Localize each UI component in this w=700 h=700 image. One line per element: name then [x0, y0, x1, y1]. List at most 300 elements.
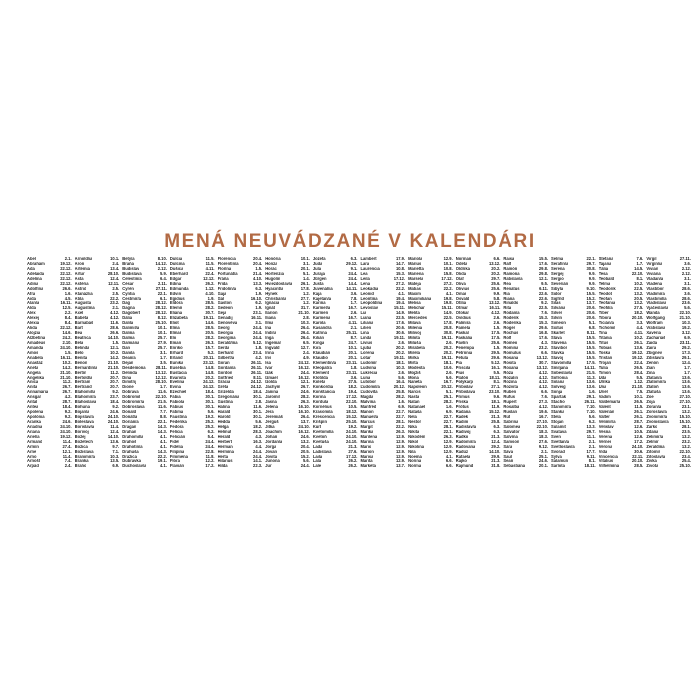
entry-name: Adina [27, 281, 39, 286]
entry-name: Tiber [598, 311, 609, 316]
entry-name: Luna [360, 375, 371, 380]
entry-name: Polykarp [455, 380, 474, 385]
entry-date: 23.4. [253, 349, 263, 355]
entry-date: 23.1. [681, 404, 691, 410]
entry-date: 22.1. [586, 256, 596, 261]
entry-date: 6.2. [255, 300, 263, 306]
entry-name: Konštancia [312, 390, 335, 395]
entry-date: 10.2. [62, 359, 72, 365]
entry-date: 12.1. [538, 275, 548, 281]
entry-name: Radislav/a [455, 424, 477, 429]
entry-date: 19.12. [631, 349, 644, 355]
entry-name: Nikol [408, 439, 419, 444]
entry-name: Grizelda [217, 390, 234, 395]
entry-name: Delinda [122, 370, 138, 375]
entry-name: Klotilda [312, 375, 328, 380]
entry-date: 29.8. [538, 270, 548, 276]
entry-date: 13.2. [681, 409, 691, 415]
entry-name: Radim [455, 419, 469, 424]
entry-name: Harold [217, 415, 231, 419]
entry-name: Danila [122, 350, 135, 355]
entry-date: 22.2. [443, 285, 453, 291]
entry-name: Pia [455, 360, 462, 365]
entry-name: Marcus [360, 419, 375, 424]
entry-name: Bojislav/a [74, 415, 94, 419]
entry-name: Verner [598, 439, 612, 444]
entry-date: 1.5. [493, 325, 501, 331]
entry-name: Zlatoň [646, 385, 659, 390]
entry-date: 5.6. [445, 374, 453, 380]
entry-name: Virgil [646, 257, 657, 261]
entry-name: Lilien [360, 326, 372, 331]
entry-date: 28.5. [205, 325, 215, 331]
entry-date: 5.12. [491, 359, 501, 365]
entry-name: Mercedes [408, 316, 428, 321]
entry-date: 17.5. [586, 359, 596, 365]
entry-date: 4.11. [634, 330, 644, 336]
entry-name: Šalamún [551, 459, 569, 464]
entry-date: 4.12. [110, 310, 120, 316]
entry-name: Herman [217, 444, 233, 449]
entry-name: Fábius [169, 405, 184, 410]
entry-name: Dulcia [169, 257, 183, 261]
entry-name: Artémia [74, 266, 90, 271]
entry-date: 8.11. [253, 374, 263, 380]
entry-name: Bertrand [74, 385, 92, 390]
entry-date: 21.5. [586, 369, 596, 375]
entry-name: Ladislava [312, 449, 332, 454]
entry-date: 1.6. [588, 389, 596, 395]
entry-name: Wolfram [646, 321, 663, 326]
entry-date: 13.7. [395, 463, 406, 469]
entry-date: 4.1. [160, 438, 167, 444]
entry-name: Dione [122, 385, 134, 390]
name-entry [313, 464, 358, 469]
entry-name: Drahoš [122, 439, 137, 444]
entry-date: 3.1. [160, 349, 167, 355]
name-column [265, 257, 310, 470]
entry-name: Velimír/a [598, 419, 616, 424]
entry-name: Zoe [646, 395, 654, 400]
entry-date: 15.5. [586, 335, 596, 340]
entry-name: Gaston [217, 301, 232, 306]
entry-date: 9.1. [350, 265, 358, 271]
entry-name: Otokar [455, 311, 469, 316]
entry-name: Rolf [503, 336, 512, 340]
entry-date: 1.8. [255, 344, 263, 350]
entry-name: Hugolín [265, 276, 281, 281]
entry-date: 27.9. [157, 339, 167, 345]
entry-name: Zoran/a [646, 405, 662, 410]
entry-name: Naneta [408, 380, 422, 385]
entry-date: 22.10. [679, 310, 691, 316]
entry-date: 22.5. [443, 315, 453, 321]
entry-name: Maxim [408, 291, 421, 296]
entry-name: Hynek [265, 291, 278, 296]
entry-name: Faustína [169, 415, 187, 419]
entry-date: 16.8. [538, 330, 548, 336]
entry-name: Maximiliána [408, 296, 432, 301]
entry-name: Teodot [598, 291, 613, 296]
entry-name: Iliana [265, 316, 276, 321]
entry-date: 22.1. [157, 418, 167, 424]
entry-name: Leopoldína [360, 301, 383, 306]
entry-name: Bart [74, 326, 83, 331]
entry-date: 22.6. [538, 290, 548, 296]
entry-name: Osvald [455, 296, 470, 301]
entry-name: Marika [360, 429, 374, 434]
entry-name: Kasandra [312, 326, 332, 331]
entry-name: Íris [265, 355, 272, 360]
entry-name: Natanael [408, 405, 426, 410]
entry-date: 18.1. [395, 359, 406, 365]
entry-name: Ludomír [360, 360, 377, 365]
entry-date: 12.12. [155, 374, 167, 380]
entry-date: 12.1. [110, 344, 120, 350]
entry-name: Vincencia [598, 454, 618, 459]
entry-name: Ramón [503, 266, 518, 271]
entry-name: Valerián [598, 410, 615, 415]
entry-name: Pius [455, 370, 465, 375]
entry-name: Goran [217, 360, 230, 365]
entry-name: Bertín [74, 370, 87, 375]
entry-name: Slavomil/a [551, 360, 572, 365]
entry-name: Budislava [122, 271, 142, 276]
entry-name: Honória [265, 257, 281, 261]
entry-name: Teofánia [598, 301, 616, 306]
entry-name: Arne [27, 449, 37, 454]
entry-date: 18.11. [584, 463, 596, 469]
entry-name: Matias [408, 286, 421, 291]
entry-date: 20.7. [110, 379, 120, 385]
entry-date: 7.10. [586, 404, 596, 410]
entry-name: Žeraldína [646, 444, 665, 449]
entry-date: 20.6. [395, 325, 406, 331]
entry-date: 3.5. [160, 359, 167, 365]
entry-name: Teofil/a [598, 306, 613, 311]
entry-date: 5.6. [207, 409, 215, 415]
entry-date: 12.9. [395, 433, 406, 439]
entry-date: 29.7. [586, 260, 596, 266]
entry-name: Kilián [312, 336, 324, 340]
entry-date: 20.2. [491, 270, 501, 276]
entry-name: Karmena [312, 316, 331, 321]
entry-name: Izák [265, 370, 273, 375]
entry-name: Klaudián [312, 350, 331, 355]
name-entry [551, 464, 596, 469]
entry-date: 17.6. [395, 320, 406, 326]
entry-name: Rupert [503, 400, 517, 405]
entry-name: Ingemar [265, 340, 282, 345]
entry-name: Kleopatra [312, 365, 332, 370]
entry-date: 15.2. [586, 295, 596, 301]
entry-date: 30.6. [395, 330, 406, 336]
entry-date: 20.1. [300, 265, 310, 271]
entry-date: 12.4. [491, 438, 501, 444]
entry-date: 13.3. [253, 280, 263, 286]
entry-date: 24.10. [60, 344, 72, 350]
entry-date: 26.4. [300, 330, 310, 336]
entry-date: 28.4. [634, 369, 644, 375]
entry-date: 1.6. [445, 404, 453, 410]
entry-name: Celestín/a [122, 276, 142, 281]
entry-date: 24.4. [300, 463, 310, 469]
entry-name: Vlastimil/a [646, 296, 667, 301]
entry-date: 27.10. [679, 399, 691, 405]
entry-name: Kornélius [312, 405, 332, 410]
entry-date: 17.6. [538, 260, 548, 266]
entry-date: 24.4. [253, 325, 263, 331]
entry-name: Aida [27, 296, 36, 301]
entry-name: Mirabela [408, 345, 425, 350]
entry-date: 10.1. [157, 325, 167, 331]
entry-name: Žitomír [646, 449, 661, 454]
entry-name: Renátus [503, 286, 520, 291]
entry-name: Klementín/a [312, 360, 337, 365]
entry-name: Bojan/a [74, 410, 90, 415]
entry-date: 11.8. [205, 453, 215, 459]
entry-name: Karmen [312, 311, 329, 316]
entry-date: 21.10. [60, 374, 72, 380]
entry-date: 22.12. [60, 275, 72, 281]
entry-name: Prótus [455, 405, 469, 410]
entry-date: 24.12. [203, 384, 215, 390]
entry-name: Laurencia [360, 266, 380, 271]
entry-name: Elizabeta [169, 316, 188, 321]
entry-date: 12.9. [395, 443, 406, 449]
entry-name: Johan [265, 434, 278, 439]
entry-date: 15.5. [586, 339, 596, 345]
entry-name: Malvína [360, 400, 376, 405]
entry-date: 12.4. [110, 275, 120, 281]
entry-name: Elma [169, 326, 180, 331]
entry-date: 19.4. [395, 300, 406, 306]
entry-name: Radana [455, 410, 471, 415]
entry-date: 17.5. [491, 335, 501, 340]
entry-date: 20.2. [443, 344, 453, 350]
entry-date: 1.5. [255, 265, 263, 271]
entry-date: 2.12. [681, 265, 691, 271]
entry-name: Sáva [503, 449, 513, 454]
entry-name: Kira [312, 345, 321, 350]
entry-name: Rodan/a [503, 311, 520, 316]
entry-name: Kajetán/a [312, 296, 332, 301]
entry-name: Silvín [551, 316, 562, 321]
entry-name: Mirta [408, 360, 418, 365]
entry-name: Benon [74, 360, 88, 365]
entry-date: 30.7. [205, 310, 215, 316]
entry-name: Vladan/a [646, 276, 664, 281]
entry-name: Genovéva [217, 321, 238, 326]
entry-date: 4.1. [160, 433, 167, 439]
entry-date: 10.3. [300, 320, 310, 326]
entry-name: Tália [598, 266, 609, 271]
entry-date: 12.9. [443, 443, 453, 449]
entry-name: Markéta [360, 464, 376, 469]
entry-date: 21.10. [679, 315, 691, 321]
entry-name: Smiljana [551, 365, 568, 370]
entry-date: 8.12. [157, 315, 167, 321]
entry-name: Kurt [312, 424, 322, 429]
entry-name: Gerald/ína [217, 340, 238, 345]
entry-name: Koleta [312, 380, 326, 385]
entry-name: Pavlín [455, 340, 468, 345]
entry-name: Geja [217, 311, 227, 316]
entry-date: 17.7. [586, 448, 596, 454]
entry-date: 5.6. [588, 414, 596, 419]
entry-name: Radko [455, 434, 469, 439]
entry-date: 4.1. [398, 290, 406, 296]
entry-name: Stojan [551, 419, 564, 424]
entry-date: 5.1. [302, 270, 310, 276]
entry-date: 4.1. [160, 443, 167, 449]
entry-date: 9.9. [588, 270, 596, 276]
entry-date: 12.6. [634, 433, 644, 439]
entry-name: Lia [360, 311, 367, 316]
entry-name: Borislav/a [74, 424, 95, 429]
entry-date: 20.5. [634, 295, 644, 301]
entry-date: 18.3. [538, 428, 548, 434]
entry-name: Junona [265, 459, 280, 464]
entry-name: Noema [408, 454, 422, 459]
entry-date: 3.1. [684, 275, 691, 281]
entry-date: 28.7. [634, 418, 644, 424]
entry-date: 6.6. [541, 389, 548, 395]
entry-date: 15.11. [393, 305, 406, 311]
entry-date: 1.5. [493, 344, 501, 350]
entry-date: 29.1. [586, 394, 596, 400]
entry-date: 22.12. [60, 265, 72, 271]
entry-name: Evarista [169, 375, 186, 380]
entry-name: Isa [265, 360, 271, 365]
entry-name: Katrina [312, 331, 327, 336]
entry-date: 29.12. [346, 260, 358, 266]
entry-name: Hedda [217, 419, 231, 424]
entry-date: 24.4. [205, 443, 215, 449]
entry-date: 20.12. [393, 384, 406, 390]
entry-date: 15.5. [586, 290, 596, 296]
entry-date: 14.6. [205, 320, 215, 326]
entry-date: 24.10. [107, 418, 120, 424]
entry-name: Radovana [455, 444, 476, 449]
entry-date: 22.10. [155, 394, 167, 400]
entry-date: 6.9. [398, 404, 406, 410]
entry-date: 27.4. [62, 443, 72, 449]
entry-name: Sabrina [503, 419, 519, 424]
entry-name: Ratislav/a [503, 276, 523, 281]
entry-date: 6.3. [493, 428, 501, 434]
entry-name: Antea [27, 405, 39, 410]
entry-date: 2.1. [588, 438, 596, 444]
entry-date: 17.12. [393, 275, 406, 281]
entry-date: 13.2. [681, 443, 691, 449]
entry-name: Sulamit [551, 424, 566, 429]
entry-name: Leila [360, 276, 370, 281]
entry-name: Oldrika [455, 266, 470, 271]
entry-name: Harald [217, 410, 231, 415]
entry-name: Dagobert [122, 311, 141, 316]
entry-date: 4.2. [64, 394, 72, 400]
entry-name: Dražica [122, 454, 137, 459]
entry-date: 13.6. [681, 379, 691, 385]
entry-name: Frída [217, 281, 228, 286]
entry-date: 2.1. [541, 448, 548, 454]
entry-date: 15.5. [586, 354, 596, 360]
entry-date: 27.7. [300, 295, 310, 301]
entry-date: 30.7. [538, 359, 548, 365]
entry-name: Fidél [169, 439, 180, 444]
entry-date: 19.4. [348, 389, 358, 395]
entry-name: Braňa [122, 261, 134, 266]
entry-date: 1.9. [207, 295, 215, 301]
entry-date: 16.11. [60, 300, 72, 306]
entry-date: 2.6. [445, 339, 453, 345]
entry-date: 22.1. [443, 428, 453, 434]
entry-name: Pribislav [455, 385, 473, 390]
entry-name: Augusta [74, 301, 92, 306]
entry-date: 25.2. [205, 418, 215, 424]
entry-name: Ľudovíta [360, 390, 378, 395]
entry-date: 20.1. [538, 463, 548, 469]
entry-date: 27.5. [348, 379, 358, 385]
entry-name: Olida [455, 271, 467, 276]
entry-name: Uriel [598, 390, 608, 395]
entry-date: 6.6. [445, 463, 453, 469]
entry-name: Roderik [503, 316, 519, 321]
entry-date: 16.12. [298, 428, 310, 434]
entry-date: 18.1. [443, 359, 453, 365]
entry-name: Olivius [455, 286, 470, 291]
entry-date: 16.12. [298, 364, 310, 370]
entry-date: 13.12. [488, 300, 501, 306]
entry-name: Odeta [455, 261, 468, 266]
entry-date: 4.11. [348, 320, 358, 326]
entry-date: 2.12. [157, 265, 167, 271]
entry-date: 28.2. [300, 394, 310, 400]
entry-name: Zoja [646, 400, 655, 405]
names-list [27, 257, 691, 470]
entry-name: Jeremiáš [265, 415, 283, 419]
entry-name: Lutobor [360, 380, 376, 385]
entry-date: 17.2. [634, 438, 644, 444]
entry-date: 13.6. [110, 438, 120, 444]
entry-name: Bertram [74, 380, 91, 385]
entry-date: 26.7. [62, 389, 72, 395]
entry-date: 24.7. [348, 339, 358, 345]
entry-date: 28.6. [681, 295, 691, 301]
entry-date: 2.8. [302, 315, 310, 321]
entry-name: Svatava [551, 429, 567, 434]
entry-date: 14.6. [62, 330, 72, 336]
entry-name: Otmar [455, 306, 468, 311]
entry-name: Federika [169, 419, 187, 424]
entry-date: 25.10. [346, 418, 358, 424]
entry-name: Eunika [169, 360, 184, 365]
entry-date: 13.6. [681, 389, 691, 395]
entry-name: Dália [122, 316, 133, 321]
entry-name: Sixtus [551, 326, 564, 331]
entry-date: 15.3. [538, 315, 548, 321]
name-column [75, 257, 120, 470]
entry-date: 22.4. [205, 270, 215, 276]
entry-date: 26.5. [634, 364, 644, 370]
entry-name: Lena [360, 281, 371, 286]
entry-name: Kaja [312, 291, 322, 296]
entry-date: 8.1. [588, 458, 596, 464]
entry-date: 12.9. [443, 448, 453, 454]
entry-date: 28.7. [62, 399, 72, 405]
entry-name: Čestmír/a [122, 296, 141, 301]
